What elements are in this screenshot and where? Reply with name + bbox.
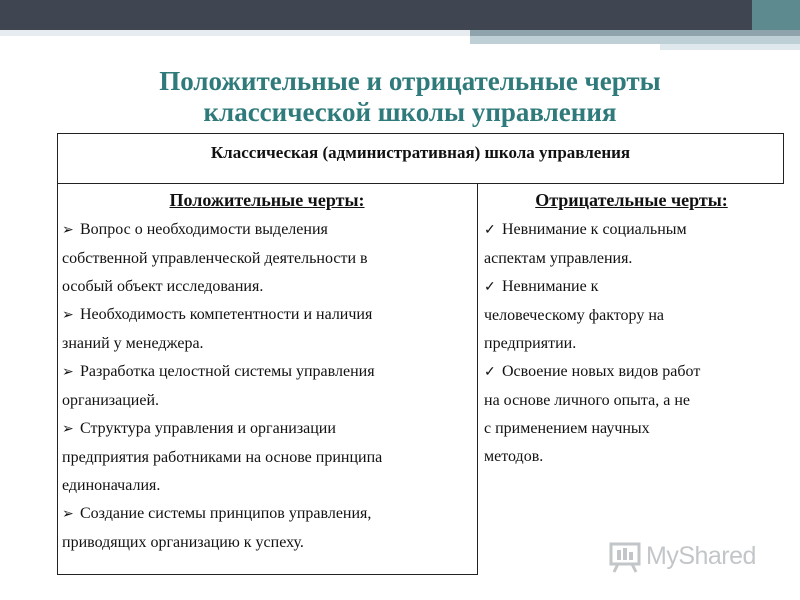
list-item-text: Невнимание к bbox=[502, 278, 599, 295]
slide-title-line: Положительные и отрицательные черты bbox=[159, 66, 661, 96]
logo-text: MyShared bbox=[646, 542, 756, 570]
list-item-text: предприятия работниками на основе принципа bbox=[62, 449, 383, 466]
list-item-text: Структура управления и организации bbox=[80, 420, 336, 437]
positive-column bbox=[62, 189, 472, 557]
list-item bbox=[62, 500, 472, 557]
list-item-text: Разработка целостной системы управления bbox=[80, 363, 375, 380]
negative-column bbox=[484, 189, 779, 471]
list-item-text: единоначалия. bbox=[62, 477, 161, 494]
table-border-bottom bbox=[57, 574, 478, 575]
table-border-top bbox=[57, 133, 784, 134]
list-item bbox=[62, 358, 472, 415]
list-item bbox=[62, 216, 472, 301]
list-item bbox=[484, 358, 779, 471]
list-item-text: человеческому фактору на bbox=[484, 307, 664, 324]
checkmark-icon: ✓ bbox=[484, 280, 496, 295]
table-header-divider bbox=[57, 183, 784, 184]
top-bar-dark bbox=[0, 0, 752, 30]
list-item-text: на основе личного опыта, а не bbox=[484, 392, 690, 409]
banner-stripe-light bbox=[0, 30, 470, 36]
list-item-text: Создание системы принципов управления, bbox=[80, 505, 372, 522]
list-item-text: аспектам управления. bbox=[484, 250, 633, 267]
arrow-bullet-icon: ➢ bbox=[62, 507, 74, 522]
negative-heading: Отрицательные черты: bbox=[535, 190, 728, 210]
table-header: Классическая (административная) школа управления bbox=[210, 143, 631, 162]
positive-list bbox=[62, 216, 472, 557]
slide-title-line: классической школы управления bbox=[203, 97, 617, 127]
list-item bbox=[62, 415, 472, 500]
arrow-bullet-icon: ➢ bbox=[62, 308, 74, 323]
slide-title bbox=[60, 66, 760, 128]
checkmark-icon: ✓ bbox=[484, 223, 496, 238]
banner-stripe bbox=[660, 44, 800, 50]
list-item-text: собственной управленческой деятельности в bbox=[62, 250, 368, 267]
comparison-table bbox=[57, 133, 784, 575]
table-border-left bbox=[57, 133, 58, 575]
list-item-text: с применением научных bbox=[484, 420, 650, 437]
list-item-text: организацией. bbox=[62, 392, 159, 409]
list-item-text: предприятии. bbox=[484, 335, 577, 352]
list-item-text: знаний у менеджера. bbox=[62, 335, 204, 352]
list-item-text: Необходимость компетентности и наличия bbox=[80, 306, 373, 323]
top-bar-accent bbox=[752, 0, 800, 30]
list-item bbox=[62, 301, 472, 358]
list-item bbox=[484, 216, 779, 273]
presentation-board-icon bbox=[608, 540, 642, 574]
arrow-bullet-icon: ➢ bbox=[62, 223, 74, 238]
list-item-text: Невнимание к социальным bbox=[502, 221, 687, 238]
arrow-bullet-icon: ➢ bbox=[62, 365, 74, 380]
list-item-text: Вопрос о необходимости выделения bbox=[80, 221, 328, 238]
negative-list bbox=[484, 216, 779, 471]
arrow-bullet-icon: ➢ bbox=[62, 422, 74, 437]
list-item-text: особый объект исследования. bbox=[62, 278, 264, 295]
positive-heading: Положительные черты: bbox=[169, 190, 365, 210]
table-column-divider bbox=[477, 183, 478, 575]
banner-stripe bbox=[470, 36, 800, 44]
list-item-text: приводящих организацию к успеху. bbox=[62, 534, 304, 551]
watermark-logo bbox=[608, 538, 768, 574]
list-item-text: методов. bbox=[484, 448, 544, 465]
list-item bbox=[484, 273, 779, 358]
checkmark-icon: ✓ bbox=[484, 365, 496, 380]
list-item-text: Освоение новых видов работ bbox=[502, 363, 701, 380]
